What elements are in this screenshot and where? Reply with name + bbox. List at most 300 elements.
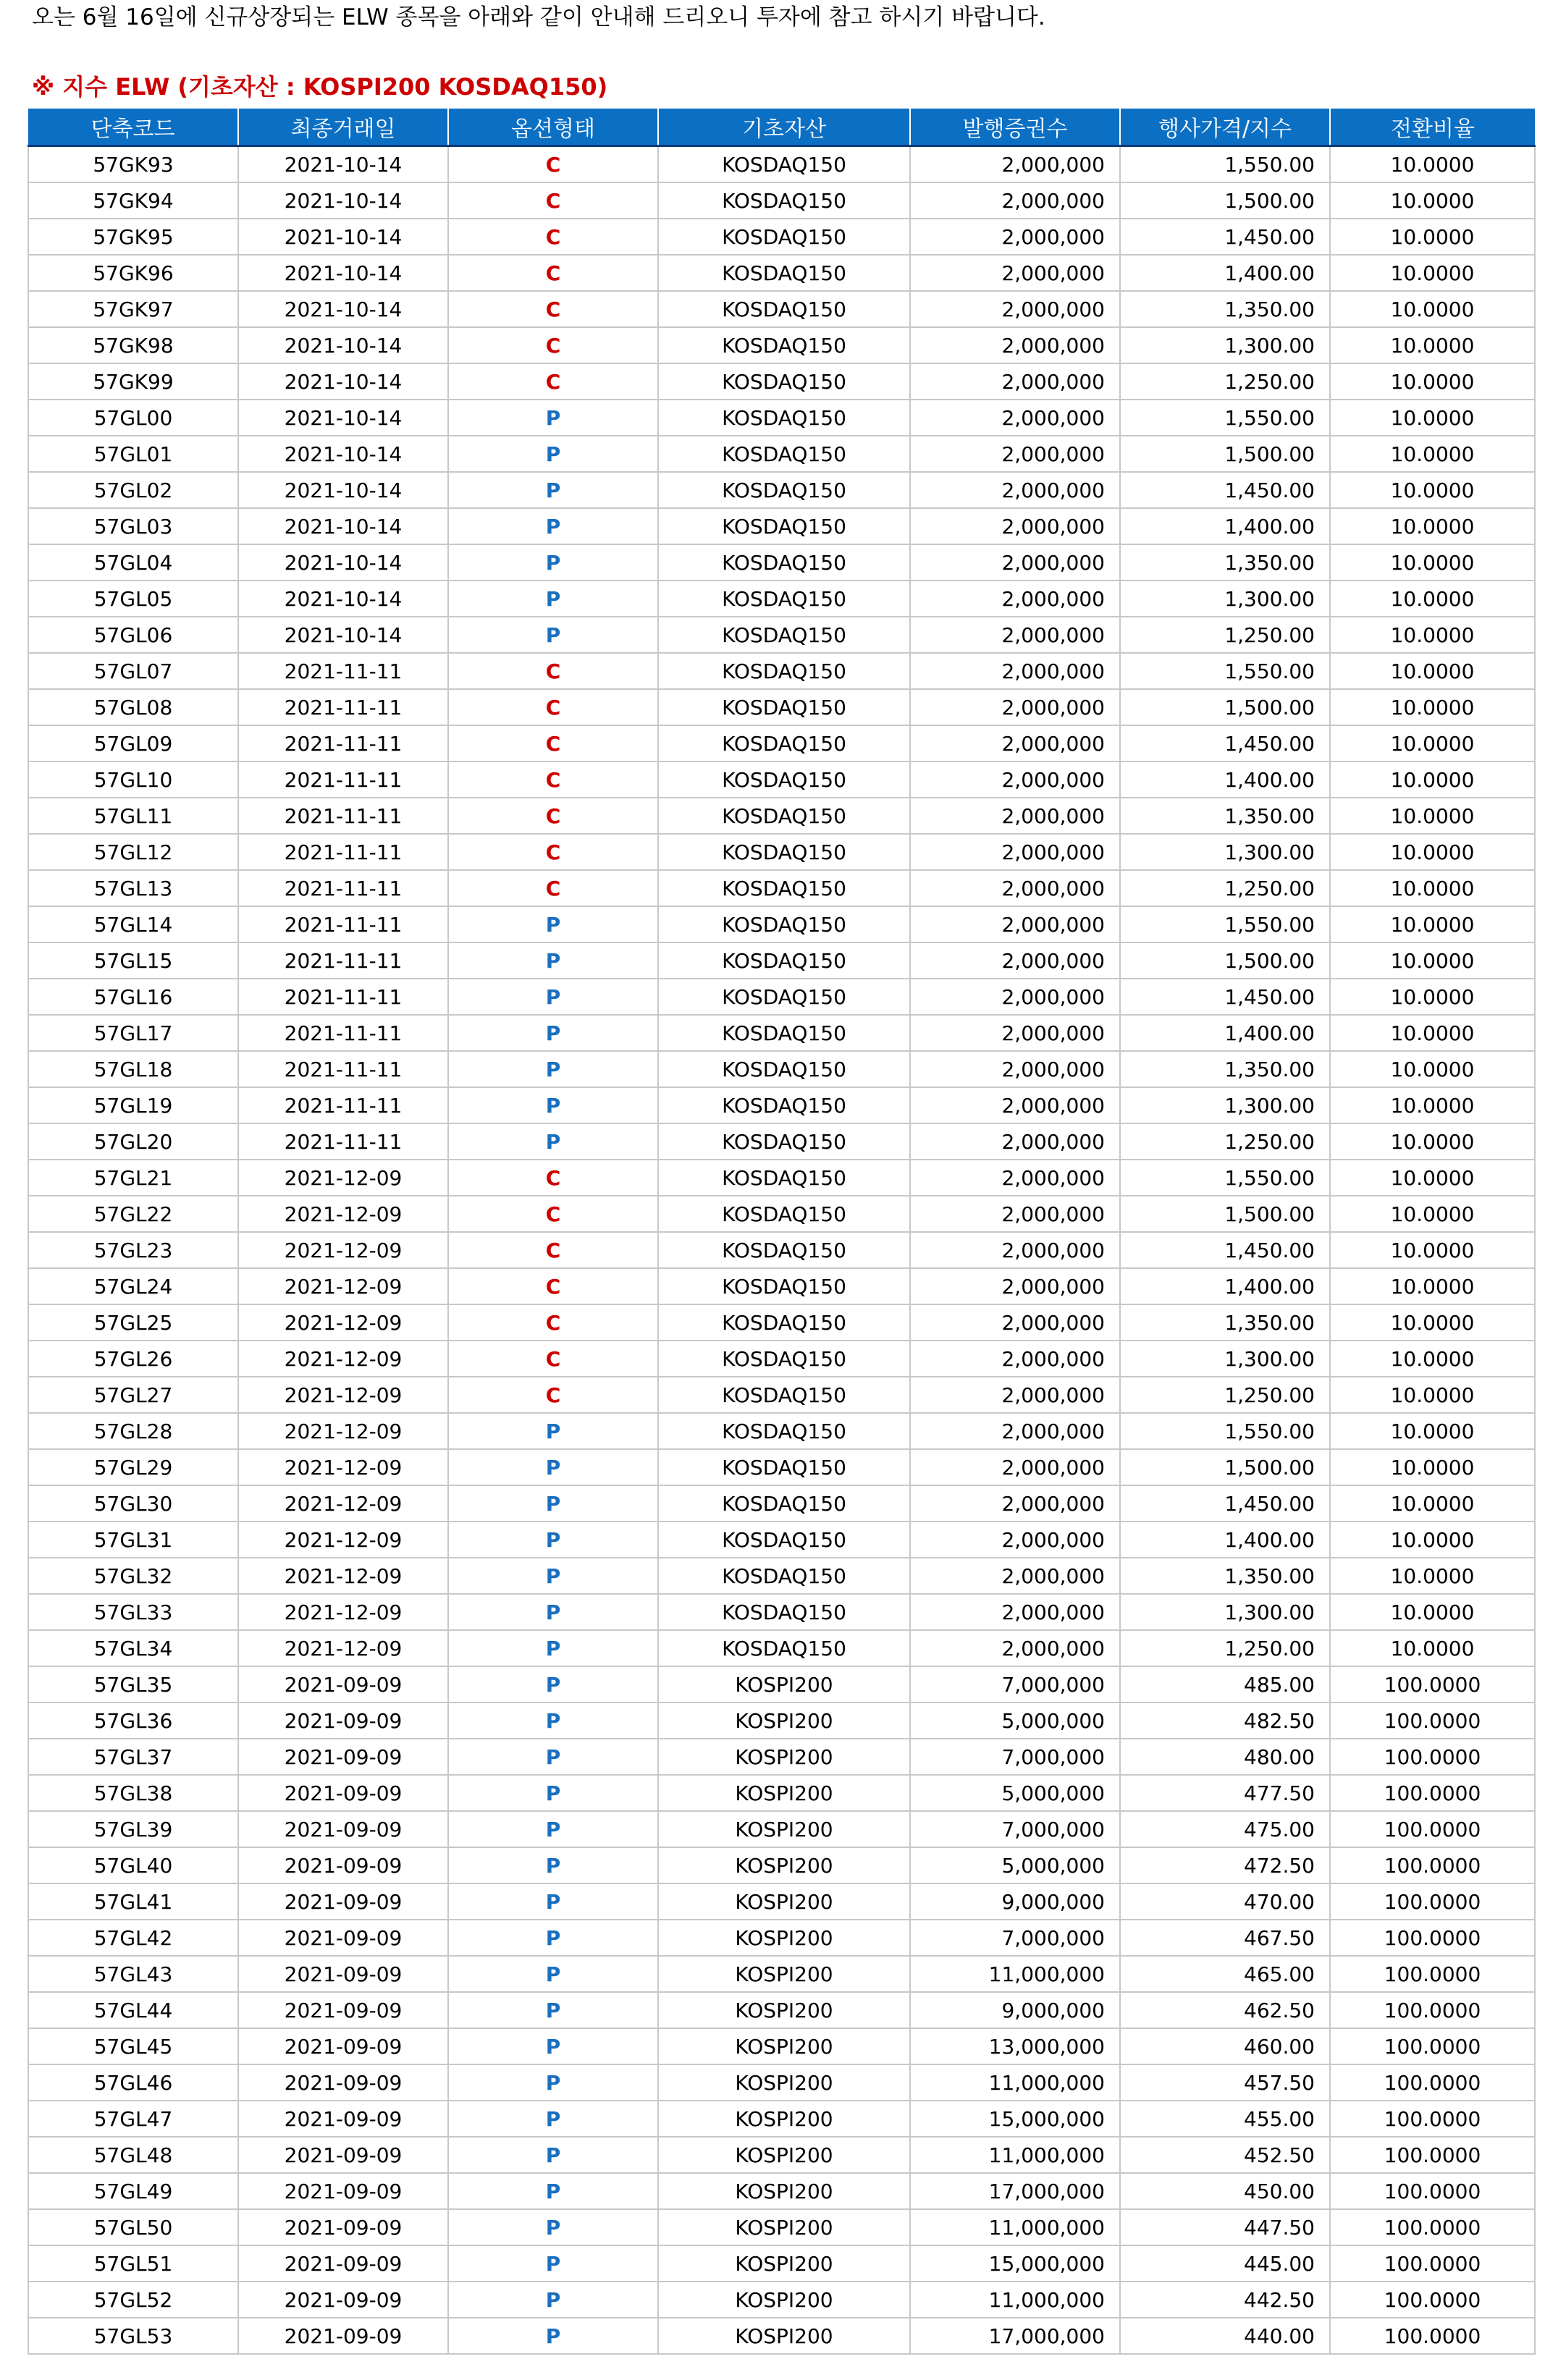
cell-conversion-ratio: 10.0000	[1330, 1196, 1535, 1232]
cell-strike: 1,350.00	[1120, 1558, 1330, 1594]
cell-option-type: P	[448, 1883, 658, 1920]
table-row	[28, 1449, 1535, 1485]
table-row	[28, 979, 1535, 1015]
cell-strike: 455.00	[1120, 2101, 1330, 2137]
table-row	[28, 725, 1535, 761]
cell-last-trade-date: 2021-11-11	[238, 725, 448, 761]
cell-underlying: KOSDAQ150	[658, 327, 910, 363]
cell-short-code: 57GL03	[28, 508, 238, 544]
cell-conversion-ratio: 100.0000	[1330, 1739, 1535, 1775]
cell-short-code: 57GL51	[28, 2245, 238, 2282]
cell-short-code: 57GL34	[28, 1630, 238, 1666]
cell-conversion-ratio: 100.0000	[1330, 1811, 1535, 1847]
table-row	[28, 1739, 1535, 1775]
cell-option-type: P	[448, 1847, 658, 1883]
cell-issued-units: 2,000,000	[910, 798, 1120, 834]
header-strike: 행사가격/지수	[1120, 109, 1330, 146]
cell-underlying: KOSDAQ150	[658, 544, 910, 581]
cell-underlying: KOSPI200	[658, 2282, 910, 2318]
cell-conversion-ratio: 100.0000	[1330, 2137, 1535, 2173]
cell-conversion-ratio: 10.0000	[1330, 1594, 1535, 1630]
cell-option-type: P	[448, 1775, 658, 1811]
cell-underlying: KOSPI200	[658, 1739, 910, 1775]
cell-option-type: C	[448, 255, 658, 291]
cell-conversion-ratio: 10.0000	[1330, 1485, 1535, 1522]
cell-underlying: KOSDAQ150	[658, 1051, 910, 1087]
cell-short-code: 57GK95	[28, 219, 238, 255]
cell-conversion-ratio: 10.0000	[1330, 255, 1535, 291]
header-issued-units: 발행증권수	[910, 109, 1120, 146]
cell-issued-units: 2,000,000	[910, 436, 1120, 472]
cell-strike: 1,450.00	[1120, 1485, 1330, 1522]
cell-conversion-ratio: 100.0000	[1330, 1666, 1535, 1702]
cell-issued-units: 7,000,000	[910, 1666, 1120, 1702]
cell-strike: 1,550.00	[1120, 653, 1330, 689]
cell-last-trade-date: 2021-12-09	[238, 1485, 448, 1522]
cell-conversion-ratio: 10.0000	[1330, 363, 1535, 400]
cell-last-trade-date: 2021-10-14	[238, 581, 448, 617]
cell-strike: 445.00	[1120, 2245, 1330, 2282]
cell-strike: 1,450.00	[1120, 219, 1330, 255]
cell-option-type: P	[448, 617, 658, 653]
cell-short-code: 57GL19	[28, 1087, 238, 1123]
cell-issued-units: 11,000,000	[910, 2064, 1120, 2101]
cell-underlying: KOSDAQ150	[658, 472, 910, 508]
cell-last-trade-date: 2021-12-09	[238, 1268, 448, 1304]
cell-strike: 1,550.00	[1120, 146, 1330, 183]
cell-conversion-ratio: 10.0000	[1330, 1051, 1535, 1087]
cell-issued-units: 2,000,000	[910, 472, 1120, 508]
cell-short-code: 57GL29	[28, 1449, 238, 1485]
cell-last-trade-date: 2021-10-14	[238, 544, 448, 581]
cell-underlying: KOSDAQ150	[658, 1087, 910, 1123]
cell-last-trade-date: 2021-09-09	[238, 1883, 448, 1920]
cell-conversion-ratio: 100.0000	[1330, 1775, 1535, 1811]
cell-last-trade-date: 2021-09-09	[238, 2318, 448, 2354]
cell-option-type: P	[448, 1087, 658, 1123]
cell-option-type: P	[448, 1666, 658, 1702]
cell-underlying: KOSDAQ150	[658, 581, 910, 617]
cell-option-type: C	[448, 761, 658, 798]
table-row	[28, 1051, 1535, 1087]
cell-conversion-ratio: 10.0000	[1330, 219, 1535, 255]
cell-conversion-ratio: 10.0000	[1330, 761, 1535, 798]
cell-short-code: 57GL36	[28, 1702, 238, 1739]
cell-strike: 1,500.00	[1120, 1449, 1330, 1485]
cell-last-trade-date: 2021-09-09	[238, 1847, 448, 1883]
cell-last-trade-date: 2021-09-09	[238, 1702, 448, 1739]
cell-underlying: KOSDAQ150	[658, 617, 910, 653]
table-row	[28, 1268, 1535, 1304]
cell-strike: 442.50	[1120, 2282, 1330, 2318]
cell-strike: 472.50	[1120, 1847, 1330, 1883]
cell-strike: 1,500.00	[1120, 1196, 1330, 1232]
cell-issued-units: 2,000,000	[910, 508, 1120, 544]
cell-last-trade-date: 2021-09-09	[238, 1666, 448, 1702]
cell-option-type: P	[448, 1811, 658, 1847]
cell-strike: 1,250.00	[1120, 1123, 1330, 1160]
cell-strike: 470.00	[1120, 1883, 1330, 1920]
cell-underlying: KOSDAQ150	[658, 1015, 910, 1051]
cell-short-code: 57GL13	[28, 870, 238, 906]
cell-last-trade-date: 2021-12-09	[238, 1196, 448, 1232]
cell-underlying: KOSDAQ150	[658, 1196, 910, 1232]
cell-issued-units: 2,000,000	[910, 1087, 1120, 1123]
cell-strike: 1,500.00	[1120, 942, 1330, 979]
cell-conversion-ratio: 10.0000	[1330, 1232, 1535, 1268]
cell-option-type: P	[448, 2101, 658, 2137]
cell-short-code: 57GL16	[28, 979, 238, 1015]
cell-underlying: KOSDAQ150	[658, 1377, 910, 1413]
cell-conversion-ratio: 10.0000	[1330, 508, 1535, 544]
cell-strike: 457.50	[1120, 2064, 1330, 2101]
cell-strike: 1,300.00	[1120, 1594, 1330, 1630]
cell-underlying: KOSDAQ150	[658, 1630, 910, 1666]
table-row	[28, 1630, 1535, 1666]
cell-option-type: C	[448, 725, 658, 761]
cell-last-trade-date: 2021-09-09	[238, 1920, 448, 1956]
table-row	[28, 1160, 1535, 1196]
table-row	[28, 1992, 1535, 2028]
cell-strike: 1,350.00	[1120, 1051, 1330, 1087]
table-row	[28, 2028, 1535, 2064]
cell-issued-units: 7,000,000	[910, 1920, 1120, 1956]
cell-strike: 1,250.00	[1120, 1630, 1330, 1666]
cell-issued-units: 2,000,000	[910, 1630, 1120, 1666]
cell-short-code: 57GL14	[28, 906, 238, 942]
table-row	[28, 1485, 1535, 1522]
cell-strike: 1,350.00	[1120, 798, 1330, 834]
cell-underlying: KOSPI200	[658, 2245, 910, 2282]
intro-text: 오는 6월 16일에 신규상장되는 ELW 종목을 아래와 같이 안내해 드리오니 투자에 참고 하시기 바랍니다.	[32, 4, 1045, 30]
cell-underlying: KOSPI200	[658, 2028, 910, 2064]
cell-short-code: 57GL20	[28, 1123, 238, 1160]
cell-issued-units: 2,000,000	[910, 1485, 1120, 1522]
cell-last-trade-date: 2021-11-11	[238, 1087, 448, 1123]
table-row	[28, 1666, 1535, 1702]
table-row	[28, 363, 1535, 400]
cell-last-trade-date: 2021-10-14	[238, 146, 448, 183]
cell-issued-units: 2,000,000	[910, 146, 1120, 183]
table-row	[28, 2137, 1535, 2173]
cell-short-code: 57GL44	[28, 1992, 238, 2028]
cell-conversion-ratio: 100.0000	[1330, 2101, 1535, 2137]
cell-short-code: 57GL38	[28, 1775, 238, 1811]
cell-last-trade-date: 2021-11-11	[238, 1123, 448, 1160]
table-row	[28, 2209, 1535, 2245]
cell-option-type: C	[448, 146, 658, 183]
cell-underlying: KOSPI200	[658, 2101, 910, 2137]
cell-option-type: P	[448, 1920, 658, 1956]
table-row	[28, 1594, 1535, 1630]
table-row	[28, 436, 1535, 472]
table-row	[28, 653, 1535, 689]
cell-short-code: 57GK99	[28, 363, 238, 400]
cell-issued-units: 11,000,000	[910, 1956, 1120, 1992]
cell-strike: 1,450.00	[1120, 979, 1330, 1015]
cell-last-trade-date: 2021-09-09	[238, 1992, 448, 2028]
cell-last-trade-date: 2021-09-09	[238, 2173, 448, 2209]
cell-underlying: KOSPI200	[658, 1992, 910, 2028]
cell-short-code: 57GL00	[28, 400, 238, 436]
cell-short-code: 57GL02	[28, 472, 238, 508]
cell-issued-units: 5,000,000	[910, 1702, 1120, 1739]
cell-option-type: P	[448, 1702, 658, 1739]
table-row	[28, 1956, 1535, 1992]
cell-option-type: P	[448, 979, 658, 1015]
cell-short-code: 57GL37	[28, 1739, 238, 1775]
cell-strike: 1,300.00	[1120, 1087, 1330, 1123]
cell-underlying: KOSDAQ150	[658, 255, 910, 291]
table-row	[28, 834, 1535, 870]
cell-issued-units: 2,000,000	[910, 327, 1120, 363]
cell-strike: 440.00	[1120, 2318, 1330, 2354]
cell-conversion-ratio: 100.0000	[1330, 2028, 1535, 2064]
cell-option-type: P	[448, 2318, 658, 2354]
cell-strike: 1,250.00	[1120, 870, 1330, 906]
cell-issued-units: 15,000,000	[910, 2101, 1120, 2137]
table-row	[28, 1522, 1535, 1558]
cell-conversion-ratio: 100.0000	[1330, 2282, 1535, 2318]
table-header-row	[28, 109, 1535, 146]
cell-short-code: 57GL30	[28, 1485, 238, 1522]
cell-short-code: 57GL45	[28, 2028, 238, 2064]
cell-issued-units: 2,000,000	[910, 617, 1120, 653]
cell-short-code: 57GK96	[28, 255, 238, 291]
cell-underlying: KOSPI200	[658, 2209, 910, 2245]
cell-issued-units: 15,000,000	[910, 2245, 1120, 2282]
table-row	[28, 761, 1535, 798]
cell-last-trade-date: 2021-10-14	[238, 255, 448, 291]
cell-strike: 450.00	[1120, 2173, 1330, 2209]
cell-conversion-ratio: 10.0000	[1330, 544, 1535, 581]
cell-last-trade-date: 2021-09-09	[238, 1956, 448, 1992]
cell-strike: 1,300.00	[1120, 1341, 1330, 1377]
cell-issued-units: 7,000,000	[910, 1811, 1120, 1847]
cell-last-trade-date: 2021-12-09	[238, 1522, 448, 1558]
cell-conversion-ratio: 10.0000	[1330, 581, 1535, 617]
cell-issued-units: 2,000,000	[910, 906, 1120, 942]
cell-issued-units: 5,000,000	[910, 1775, 1120, 1811]
cell-short-code: 57GL21	[28, 1160, 238, 1196]
cell-short-code: 57GL53	[28, 2318, 238, 2354]
table-row	[28, 1883, 1535, 1920]
cell-option-type: C	[448, 1160, 658, 1196]
cell-option-type: C	[448, 1377, 658, 1413]
cell-issued-units: 2,000,000	[910, 1268, 1120, 1304]
cell-underlying: KOSPI200	[658, 2064, 910, 2101]
cell-strike: 1,550.00	[1120, 1413, 1330, 1449]
cell-conversion-ratio: 10.0000	[1330, 906, 1535, 942]
cell-strike: 447.50	[1120, 2209, 1330, 2245]
cell-strike: 1,400.00	[1120, 761, 1330, 798]
cell-short-code: 57GL31	[28, 1522, 238, 1558]
cell-underlying: KOSPI200	[658, 1811, 910, 1847]
table-row	[28, 400, 1535, 436]
cell-underlying: KOSDAQ150	[658, 291, 910, 327]
cell-last-trade-date: 2021-11-11	[238, 1051, 448, 1087]
header-short-code: 단축코드	[28, 109, 238, 146]
table-row	[28, 1811, 1535, 1847]
cell-issued-units: 2,000,000	[910, 653, 1120, 689]
cell-conversion-ratio: 100.0000	[1330, 2173, 1535, 2209]
cell-short-code: 57GL08	[28, 689, 238, 725]
cell-strike: 465.00	[1120, 1956, 1330, 1992]
cell-option-type: C	[448, 653, 658, 689]
cell-option-type: P	[448, 544, 658, 581]
cell-short-code: 57GL07	[28, 653, 238, 689]
cell-option-type: P	[448, 1630, 658, 1666]
cell-underlying: KOSPI200	[658, 2318, 910, 2354]
cell-short-code: 57GL48	[28, 2137, 238, 2173]
cell-underlying: KOSPI200	[658, 1847, 910, 1883]
cell-last-trade-date: 2021-12-09	[238, 1232, 448, 1268]
cell-option-type: P	[448, 2209, 658, 2245]
cell-option-type: P	[448, 581, 658, 617]
cell-conversion-ratio: 100.0000	[1330, 1702, 1535, 1739]
cell-last-trade-date: 2021-11-11	[238, 906, 448, 942]
cell-short-code: 57GL41	[28, 1883, 238, 1920]
cell-option-type: P	[448, 472, 658, 508]
cell-option-type: P	[448, 1449, 658, 1485]
cell-issued-units: 2,000,000	[910, 979, 1120, 1015]
cell-underlying: KOSDAQ150	[658, 1123, 910, 1160]
cell-issued-units: 2,000,000	[910, 1123, 1120, 1160]
cell-issued-units: 2,000,000	[910, 725, 1120, 761]
cell-issued-units: 2,000,000	[910, 1558, 1120, 1594]
cell-strike: 1,450.00	[1120, 472, 1330, 508]
cell-option-type: P	[448, 906, 658, 942]
cell-short-code: 57GL33	[28, 1594, 238, 1630]
cell-last-trade-date: 2021-12-09	[238, 1377, 448, 1413]
cell-last-trade-date: 2021-11-11	[238, 979, 448, 1015]
cell-short-code: 57GK98	[28, 327, 238, 363]
cell-last-trade-date: 2021-10-14	[238, 617, 448, 653]
cell-last-trade-date: 2021-09-09	[238, 1775, 448, 1811]
cell-conversion-ratio: 10.0000	[1330, 725, 1535, 761]
cell-conversion-ratio: 10.0000	[1330, 1160, 1535, 1196]
cell-underlying: KOSDAQ150	[658, 725, 910, 761]
cell-conversion-ratio: 100.0000	[1330, 1847, 1535, 1883]
cell-underlying: KOSDAQ150	[658, 1485, 910, 1522]
cell-strike: 467.50	[1120, 1920, 1330, 1956]
cell-conversion-ratio: 10.0000	[1330, 834, 1535, 870]
cell-issued-units: 2,000,000	[910, 689, 1120, 725]
cell-conversion-ratio: 10.0000	[1330, 617, 1535, 653]
cell-issued-units: 2,000,000	[910, 544, 1120, 581]
cell-last-trade-date: 2021-12-09	[238, 1558, 448, 1594]
cell-underlying: KOSDAQ150	[658, 146, 910, 183]
cell-issued-units: 2,000,000	[910, 1232, 1120, 1268]
cell-underlying: KOSPI200	[658, 1775, 910, 1811]
cell-conversion-ratio: 100.0000	[1330, 1956, 1535, 1992]
cell-issued-units: 2,000,000	[910, 761, 1120, 798]
cell-underlying: KOSDAQ150	[658, 979, 910, 1015]
table-row	[28, 472, 1535, 508]
cell-option-type: P	[448, 1992, 658, 2028]
cell-conversion-ratio: 10.0000	[1330, 1630, 1535, 1666]
table-row	[28, 1558, 1535, 1594]
cell-option-type: C	[448, 291, 658, 327]
table-row	[28, 291, 1535, 327]
cell-underlying: KOSDAQ150	[658, 219, 910, 255]
cell-option-type: P	[448, 2028, 658, 2064]
cell-short-code: 57GL42	[28, 1920, 238, 1956]
cell-strike: 460.00	[1120, 2028, 1330, 2064]
cell-conversion-ratio: 10.0000	[1330, 1015, 1535, 1051]
cell-last-trade-date: 2021-09-09	[238, 2282, 448, 2318]
cell-conversion-ratio: 10.0000	[1330, 689, 1535, 725]
cell-conversion-ratio: 100.0000	[1330, 1992, 1535, 2028]
cell-underlying: KOSDAQ150	[658, 363, 910, 400]
cell-short-code: 57GL04	[28, 544, 238, 581]
cell-strike: 1,500.00	[1120, 689, 1330, 725]
table-row	[28, 798, 1535, 834]
cell-underlying: KOSPI200	[658, 1920, 910, 1956]
cell-strike: 1,400.00	[1120, 1015, 1330, 1051]
cell-conversion-ratio: 100.0000	[1330, 2209, 1535, 2245]
cell-option-type: C	[448, 327, 658, 363]
table-row	[28, 1377, 1535, 1413]
cell-option-type: C	[448, 363, 658, 400]
cell-underlying: KOSDAQ150	[658, 1341, 910, 1377]
cell-issued-units: 13,000,000	[910, 2028, 1120, 2064]
table-row	[28, 2101, 1535, 2137]
cell-strike: 1,300.00	[1120, 581, 1330, 617]
cell-last-trade-date: 2021-12-09	[238, 1304, 448, 1341]
cell-short-code: 57GL27	[28, 1377, 238, 1413]
cell-issued-units: 17,000,000	[910, 2173, 1120, 2209]
cell-underlying: KOSDAQ150	[658, 182, 910, 219]
cell-strike: 1,550.00	[1120, 906, 1330, 942]
cell-conversion-ratio: 10.0000	[1330, 942, 1535, 979]
cell-issued-units: 2,000,000	[910, 1160, 1120, 1196]
cell-strike: 1,450.00	[1120, 1232, 1330, 1268]
cell-strike: 475.00	[1120, 1811, 1330, 1847]
cell-strike: 1,550.00	[1120, 1160, 1330, 1196]
cell-last-trade-date: 2021-11-11	[238, 1015, 448, 1051]
cell-last-trade-date: 2021-12-09	[238, 1449, 448, 1485]
cell-short-code: 57GL05	[28, 581, 238, 617]
cell-issued-units: 2,000,000	[910, 942, 1120, 979]
cell-last-trade-date: 2021-10-14	[238, 182, 448, 219]
cell-conversion-ratio: 10.0000	[1330, 472, 1535, 508]
cell-option-type: P	[448, 1051, 658, 1087]
cell-strike: 1,300.00	[1120, 834, 1330, 870]
cell-strike: 477.50	[1120, 1775, 1330, 1811]
cell-last-trade-date: 2021-10-14	[238, 363, 448, 400]
cell-conversion-ratio: 10.0000	[1330, 1087, 1535, 1123]
cell-underlying: KOSDAQ150	[658, 1304, 910, 1341]
cell-short-code: 57GK97	[28, 291, 238, 327]
cell-underlying: KOSDAQ150	[658, 798, 910, 834]
cell-last-trade-date: 2021-12-09	[238, 1341, 448, 1377]
section-title: ※ 지수 ELW (기초자산 : KOSPI200 KOSDAQ150)	[32, 73, 608, 101]
cell-short-code: 57GL49	[28, 2173, 238, 2209]
cell-underlying: KOSDAQ150	[658, 689, 910, 725]
cell-option-type: C	[448, 182, 658, 219]
cell-last-trade-date: 2021-09-09	[238, 1739, 448, 1775]
cell-conversion-ratio: 10.0000	[1330, 182, 1535, 219]
cell-issued-units: 2,000,000	[910, 1341, 1120, 1377]
cell-issued-units: 17,000,000	[910, 2318, 1120, 2354]
cell-last-trade-date: 2021-09-09	[238, 2028, 448, 2064]
cell-issued-units: 2,000,000	[910, 870, 1120, 906]
cell-issued-units: 2,000,000	[910, 1522, 1120, 1558]
table-row	[28, 2282, 1535, 2318]
table-row	[28, 146, 1535, 183]
cell-strike: 1,400.00	[1120, 508, 1330, 544]
